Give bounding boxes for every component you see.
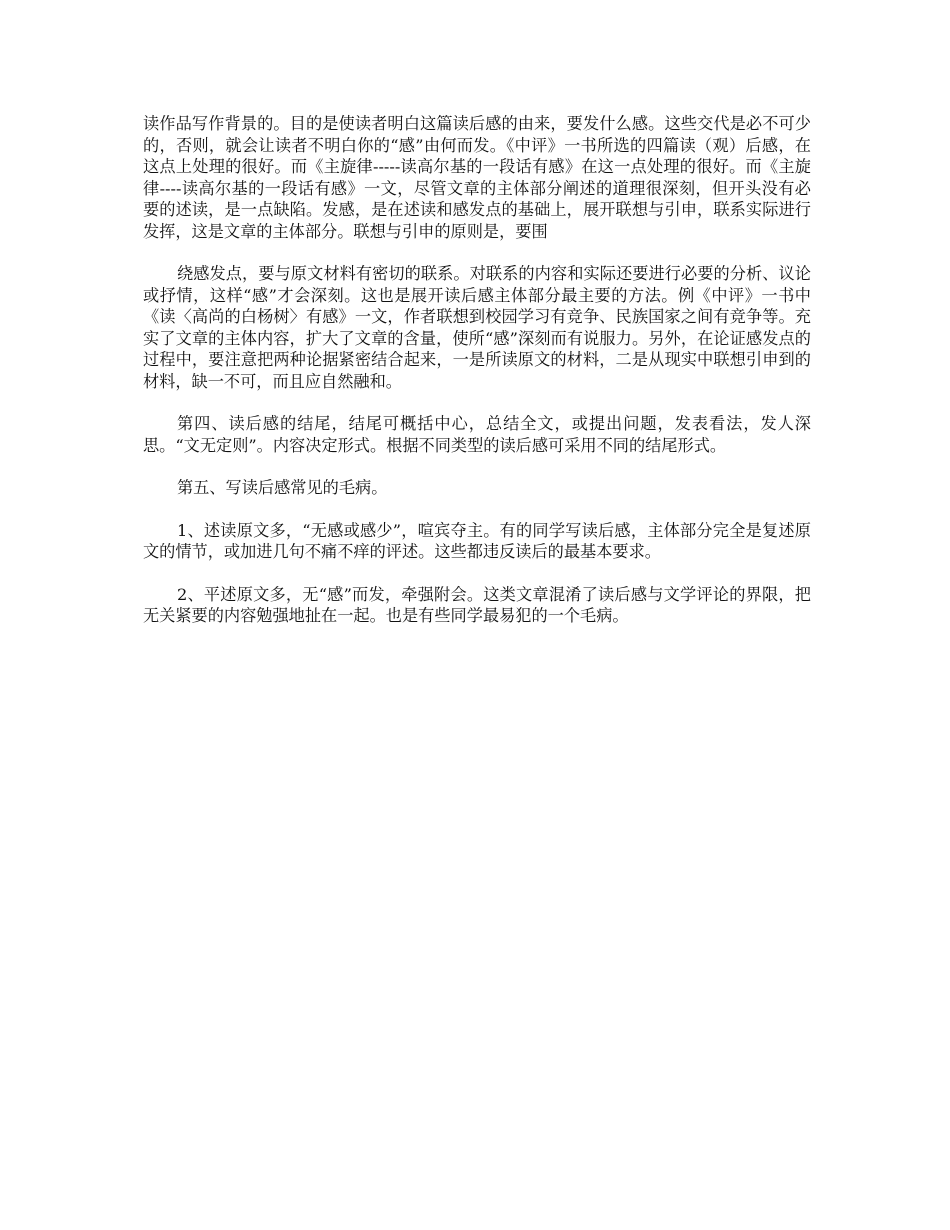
paragraph-conclusion-section: 第四、读后感的结尾，结尾可概括中心，总结全文，或提出问题，发表看法，发人深思。“文无定则”。内容决定形式。根据不同类型的读后感可采用不同的结尾形式。 [143, 414, 811, 455]
paragraph-common-mistakes-heading: 第五、写读后感常见的毛病。 [177, 478, 388, 497]
document-page [143, 113, 811, 648]
paragraph-background-intro: 读作品写作背景的。目的是使读者明白这篇读后感的由来，要发什么感。这些交代是必不可少的，否则，就会让读者不明白你的“感”由何而发。《中评》一书所选的四篇读（观）后感，在这点上处理的很好。而《主旋律-----读高尔基的一段话有感》在这一点处理的很好。而《主旋律----读高尔基的一段话有感》一文，尽管文章的主体部分阐述的道理很深刻，但开头没有必要的述读，是一点缺陷。发感，是在述读和感发点的基础上，展开联想与引申，联系实际进行发挥，这是文章的主体部分。联想与引申的原则是，要围 [143, 114, 811, 241]
paragraph-mistake-2: 2、平述原文多，无“感”而发，牵强附会。这类文章混淆了读后感与文学评论的界限，把无关紧要的内容勉强地扯在一起。也是有些同学最易犯的一个毛病。 [143, 584, 811, 625]
paragraph-feeling-development: 绕感发点，要与原文材料有密切的联系。对联系的内容和实际还要进行必要的分析、议论或抒情，这样“感”才会深刻。这也是展开读后感主体部分最主要的方法。例《中评》一书中《读〈高尚的白杨树〉有感》一文，作者联想到校园学习有竞争、民族国家之间有竞争等。充实了文章的主体内容，扩大了文章的含量，使所“感”深刻而有说服力。另外，在论证感发点的过程中，要注意把两种论据紧密结合起来，一是所读原文的材料，二是从现实中联想引申到的材料，缺一不可，而且应自然融和。 [143, 264, 811, 391]
paragraph-mistake-1: 1、述读原文多，“无感或感少”，喧宾夺主。有的同学写读后感，主体部分完全是复述原文的情节，或加进几句不痛不痒的评述。这些都违反读后的最基本要求。 [143, 520, 811, 561]
